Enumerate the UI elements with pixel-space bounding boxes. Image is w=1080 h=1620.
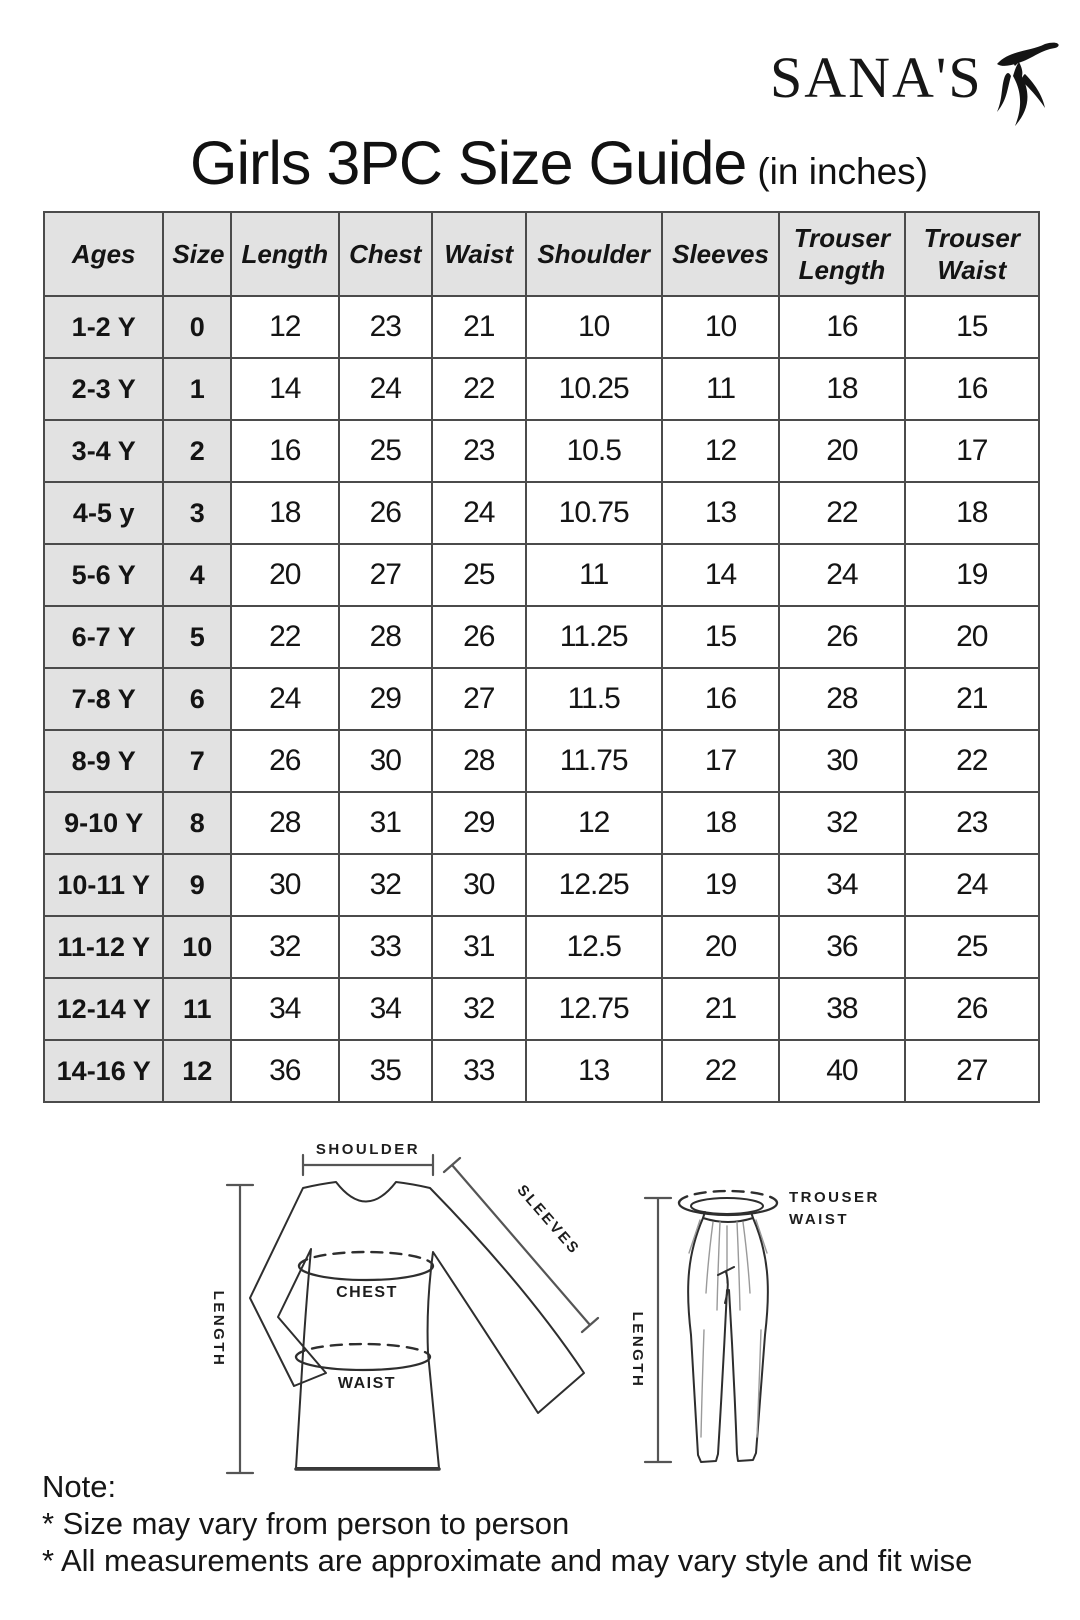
cell-ages: 4-5 y xyxy=(44,482,163,544)
cell-measurement: 22 xyxy=(432,358,526,420)
cell-measurement: 24 xyxy=(231,668,338,730)
page-title-units: (in inches) xyxy=(757,151,929,192)
table-row xyxy=(44,730,1039,792)
shoulder-label: SHOULDER xyxy=(315,1141,421,1158)
cell-measurement: 23 xyxy=(432,420,526,482)
dress-diagram xyxy=(210,1141,598,1473)
table-row xyxy=(44,482,1039,544)
cell-measurement: 26 xyxy=(779,606,904,668)
cell-measurement: 25 xyxy=(905,916,1039,978)
column-header-size: Size xyxy=(163,212,231,296)
cell-measurement: 34 xyxy=(231,978,338,1040)
cell-size: 6 xyxy=(163,668,231,730)
cell-measurement: 11 xyxy=(662,358,779,420)
table-row xyxy=(44,544,1039,606)
cell-measurement: 30 xyxy=(339,730,433,792)
dress-flourish-icon xyxy=(989,42,1063,128)
cell-ages: 2-3 Y xyxy=(44,358,163,420)
cell-measurement: 20 xyxy=(231,544,338,606)
notes-heading: Note: xyxy=(42,1469,117,1504)
cell-measurement: 36 xyxy=(779,916,904,978)
cell-measurement: 24 xyxy=(432,482,526,544)
cell-measurement: 28 xyxy=(231,792,338,854)
trouser-waist-label-line1: TROUSER xyxy=(789,1189,880,1206)
cell-ages: 1-2 Y xyxy=(44,296,163,358)
cell-size: 5 xyxy=(163,606,231,668)
cell-measurement: 16 xyxy=(231,420,338,482)
cell-size: 10 xyxy=(163,916,231,978)
cell-ages: 14-16 Y xyxy=(44,1040,163,1102)
cell-measurement: 30 xyxy=(779,730,904,792)
cell-measurement: 32 xyxy=(779,792,904,854)
cell-measurement: 18 xyxy=(231,482,338,544)
sleeves-label: SLEEVES xyxy=(513,1181,584,1259)
table-row xyxy=(44,668,1039,730)
cell-measurement: 10.5 xyxy=(526,420,662,482)
trouser-length-label: LENGTH xyxy=(629,1311,646,1389)
cell-ages: 5-6 Y xyxy=(44,544,163,606)
table-row xyxy=(44,358,1039,420)
dress-length-label: LENGTH xyxy=(210,1290,227,1368)
cell-measurement: 11 xyxy=(526,544,662,606)
cell-measurement: 18 xyxy=(779,358,904,420)
cell-measurement: 35 xyxy=(339,1040,433,1102)
cell-measurement: 11.5 xyxy=(526,668,662,730)
cell-measurement: 30 xyxy=(432,854,526,916)
cell-measurement: 38 xyxy=(779,978,904,1040)
table-row xyxy=(44,854,1039,916)
cell-size: 4 xyxy=(163,544,231,606)
cell-measurement: 24 xyxy=(779,544,904,606)
table-row xyxy=(44,792,1039,854)
table-row xyxy=(44,296,1039,358)
cell-measurement: 32 xyxy=(339,854,433,916)
page-title-main: Girls 3PC Size Guide xyxy=(190,129,747,197)
cell-measurement: 23 xyxy=(905,792,1039,854)
cell-size: 8 xyxy=(163,792,231,854)
brand-logo xyxy=(770,46,1063,128)
cell-size: 2 xyxy=(163,420,231,482)
cell-measurement: 29 xyxy=(339,668,433,730)
waist-label: WAIST xyxy=(337,1375,397,1392)
cell-measurement: 27 xyxy=(432,668,526,730)
cell-measurement: 21 xyxy=(905,668,1039,730)
cell-measurement: 34 xyxy=(779,854,904,916)
cell-size: 0 xyxy=(163,296,231,358)
column-header-chest: Chest xyxy=(339,212,433,296)
cell-measurement: 25 xyxy=(339,420,433,482)
cell-measurement: 15 xyxy=(662,606,779,668)
table-body xyxy=(44,296,1039,1102)
cell-measurement: 12.5 xyxy=(526,916,662,978)
cell-measurement: 17 xyxy=(905,420,1039,482)
cell-measurement: 31 xyxy=(339,792,433,854)
note-item: * Size may vary from person to person xyxy=(42,1506,570,1541)
cell-measurement: 13 xyxy=(662,482,779,544)
trouser-waist-label-line2: WAIST xyxy=(789,1211,849,1228)
cell-measurement: 19 xyxy=(662,854,779,916)
cell-measurement: 13 xyxy=(526,1040,662,1102)
column-header-ages: Ages xyxy=(44,212,163,296)
cell-measurement: 20 xyxy=(662,916,779,978)
cell-measurement: 16 xyxy=(905,358,1039,420)
brand-name: SANA'S xyxy=(770,45,983,110)
cell-measurement: 14 xyxy=(231,358,338,420)
table-row xyxy=(44,916,1039,978)
notes-section xyxy=(42,1468,972,1579)
cell-measurement: 28 xyxy=(779,668,904,730)
cell-measurement: 15 xyxy=(905,296,1039,358)
cell-measurement: 31 xyxy=(432,916,526,978)
cell-size: 3 xyxy=(163,482,231,544)
cell-measurement: 30 xyxy=(231,854,338,916)
cell-size: 12 xyxy=(163,1040,231,1102)
cell-measurement: 22 xyxy=(231,606,338,668)
table-header-row xyxy=(44,212,1039,296)
cell-measurement: 12.25 xyxy=(526,854,662,916)
cell-measurement: 21 xyxy=(432,296,526,358)
cell-measurement: 40 xyxy=(779,1040,904,1102)
cell-measurement: 22 xyxy=(779,482,904,544)
column-header-length: Length xyxy=(231,212,338,296)
cell-measurement: 26 xyxy=(339,482,433,544)
cell-measurement: 33 xyxy=(432,1040,526,1102)
table-row xyxy=(44,978,1039,1040)
column-header-trouser-length: Trouser Length xyxy=(779,212,904,296)
size-guide-table xyxy=(43,211,1040,1103)
trouser-diagram xyxy=(629,1189,880,1462)
cell-measurement: 12 xyxy=(231,296,338,358)
cell-measurement: 16 xyxy=(662,668,779,730)
page-title xyxy=(190,128,928,198)
cell-measurement: 20 xyxy=(905,606,1039,668)
cell-measurement: 10 xyxy=(662,296,779,358)
cell-measurement: 16 xyxy=(779,296,904,358)
cell-measurement: 12.75 xyxy=(526,978,662,1040)
cell-measurement: 24 xyxy=(905,854,1039,916)
cell-measurement: 27 xyxy=(339,544,433,606)
cell-measurement: 29 xyxy=(432,792,526,854)
cell-measurement: 22 xyxy=(662,1040,779,1102)
table-row xyxy=(44,1040,1039,1102)
cell-size: 11 xyxy=(163,978,231,1040)
cell-measurement: 12 xyxy=(526,792,662,854)
cell-measurement: 19 xyxy=(905,544,1039,606)
chest-label: CHEST xyxy=(336,1284,398,1301)
cell-ages: 10-11 Y xyxy=(44,854,163,916)
cell-measurement: 11.75 xyxy=(526,730,662,792)
cell-measurement: 10.25 xyxy=(526,358,662,420)
cell-measurement: 26 xyxy=(905,978,1039,1040)
column-header-waist: Waist xyxy=(432,212,526,296)
cell-measurement: 22 xyxy=(905,730,1039,792)
cell-measurement: 12 xyxy=(662,420,779,482)
cell-measurement: 20 xyxy=(779,420,904,482)
cell-measurement: 24 xyxy=(339,358,433,420)
cell-measurement: 10 xyxy=(526,296,662,358)
cell-measurement: 36 xyxy=(231,1040,338,1102)
cell-measurement: 27 xyxy=(905,1040,1039,1102)
cell-ages: 6-7 Y xyxy=(44,606,163,668)
cell-measurement: 26 xyxy=(432,606,526,668)
cell-measurement: 26 xyxy=(231,730,338,792)
cell-measurement: 18 xyxy=(905,482,1039,544)
table-row xyxy=(44,606,1039,668)
cell-measurement: 34 xyxy=(339,978,433,1040)
cell-measurement: 10.75 xyxy=(526,482,662,544)
cell-measurement: 17 xyxy=(662,730,779,792)
cell-measurement: 21 xyxy=(662,978,779,1040)
cell-measurement: 32 xyxy=(231,916,338,978)
cell-ages: 9-10 Y xyxy=(44,792,163,854)
cell-ages: 7-8 Y xyxy=(44,668,163,730)
cell-ages: 12-14 Y xyxy=(44,978,163,1040)
cell-measurement: 28 xyxy=(339,606,433,668)
cell-measurement: 33 xyxy=(339,916,433,978)
cell-size: 1 xyxy=(163,358,231,420)
note-item: * All measurements are approximate and may vary style and fit wise xyxy=(42,1543,973,1578)
cell-ages: 11-12 Y xyxy=(44,916,163,978)
cell-measurement: 28 xyxy=(432,730,526,792)
cell-measurement: 14 xyxy=(662,544,779,606)
column-header-trouser-waist: Trouser Waist xyxy=(905,212,1039,296)
cell-ages: 3-4 Y xyxy=(44,420,163,482)
measurement-diagrams xyxy=(0,1125,1080,1477)
cell-ages: 8-9 Y xyxy=(44,730,163,792)
column-header-sleeves: Sleeves xyxy=(662,212,779,296)
column-header-shoulder: Shoulder xyxy=(526,212,662,296)
cell-measurement: 32 xyxy=(432,978,526,1040)
cell-measurement: 23 xyxy=(339,296,433,358)
table-row xyxy=(44,420,1039,482)
cell-measurement: 18 xyxy=(662,792,779,854)
cell-size: 7 xyxy=(163,730,231,792)
cell-size: 9 xyxy=(163,854,231,916)
cell-measurement: 25 xyxy=(432,544,526,606)
cell-measurement: 11.25 xyxy=(526,606,662,668)
